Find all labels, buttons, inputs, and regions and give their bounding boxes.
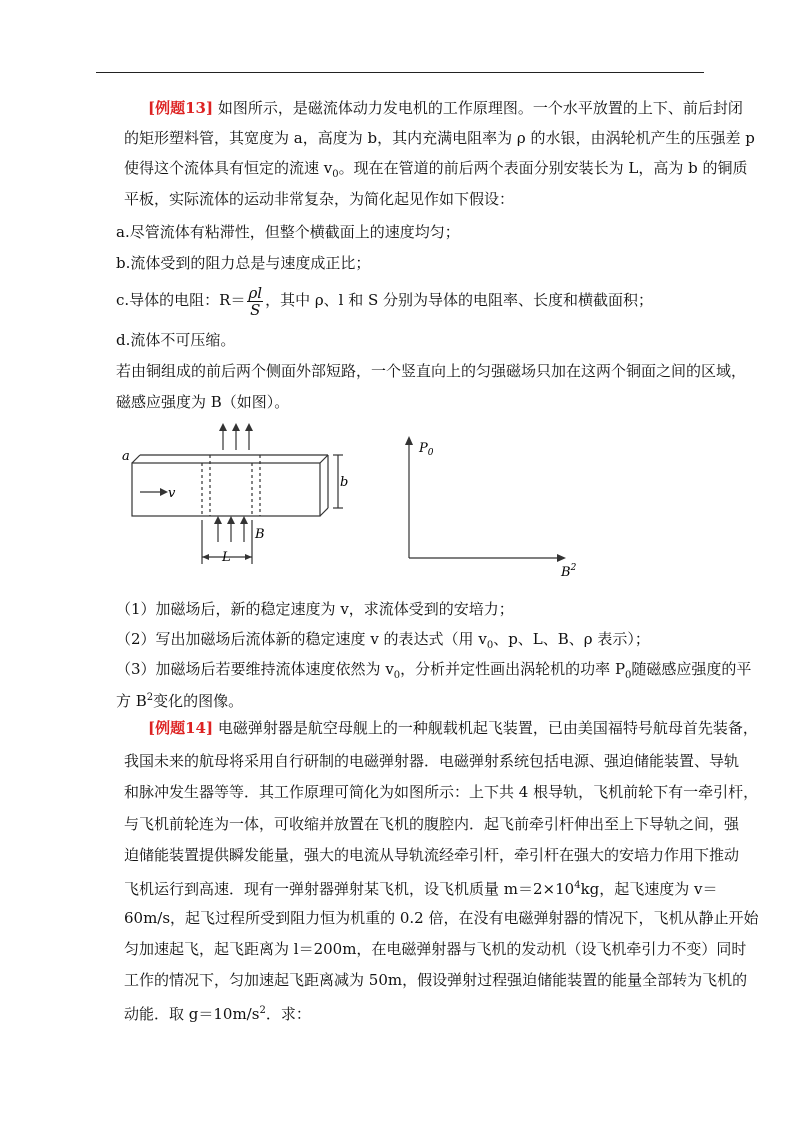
ex13-line-3: 使得这个流体具有恒定的流速 $v_0$。现在在管道的前后两个表面分别安装长为 L，高为 b 的铜质 [124,159,748,180]
header-rule [96,72,704,73]
ex14-line-5: 迫储能装置提供瞬发能量，强大的电流从导轨流经牵引杆，牵引杆在强大的安培力作用下推动 [124,846,740,864]
assumption-c: c.导体的电阻：R＝ $\frac{\rho l}{S}$ ，其中 ρ、l 和 S 分别为导体的电阻率、长度和横截面积； [116,283,654,319]
label-a: a [122,449,130,464]
question-1: （1）加磁场后，新的稳定速度为 v，求流体受到的安培力； [116,600,514,618]
assumption-a: a.尽管流体有粘滞性，但整个横截面上的速度均匀； [116,223,460,241]
ex14-line-6: 飞机运行到高速．现有一弹射器弹射某飞机，设飞机质量 $m=2\times 10^4kg$，起飞速度为 v＝ [124,880,718,898]
axis-label-p0: $P_0$ [419,441,434,458]
pipe-diagram [118,420,363,570]
ex13-line-2: 的矩形塑料管，其宽度为 a，高度为 b，其内充满电阻率为 ρ 的水银，由涡轮机产生的压强差 p [124,129,755,147]
ex14-tag: [例题14] [148,719,214,737]
ex14-line-1: [例题14] 电磁弹射器是航空母舰上的一种舰载机起飞装置，已由美国福特号航母首先装备， [148,719,758,737]
ex14-line-10: 动能．取 $g=10m/s^2$．求： [124,1005,311,1023]
question-3-line-2: 方 $B^2$变化的图像。 [116,692,244,710]
axis-label-b2: $B^2$ [561,563,577,578]
ex13-tag: [例题13] [148,99,214,117]
ex14-line-4: 与飞机前轮连为一体，可收缩并放置在飞机的腹腔内．起飞前牵引杆伸出至上下导轨之间，强 [124,815,740,833]
question-2: （2）写出加磁场后流体新的稳定速度 v 的表达式（用 $v_0$、p、L、B、ρ 表示）； [116,630,650,651]
p0-b2-axes [395,428,595,578]
ex13-para-1: 若由铜组成的前后两个侧面外部短路，一个竖直向上的匀强磁场只加在这两个铜面之间的区域， [116,362,747,380]
ex14-line-2: 我国未来的航母将采用自行研制的电磁弹射器．电磁弹射系统包括电源、强迫储能装置、导轨 [124,752,740,770]
question-3-line-1: （3）加磁场后若要维持流体速度依然为 $v_0$，分析并定性画出涡轮机的功率 $P_0$随磁感应强度的平 [116,660,752,681]
assumption-d: d.流体不可压缩。 [116,331,236,349]
ex14-line-9: 工作的情况下，匀加速起飞距离减为 50m，假设弹射过程强迫储能装置的能量全部转为飞机的 [124,971,748,989]
ex14-line-3: 和脉冲发生器等等．其工作原理可简化为如图所示：上下共 4 根导轨，飞机前轮下有一牵引杆， [124,783,759,801]
assumption-b: b.流体受到的阻力总是与速度成正比； [116,254,371,272]
label-v: v [168,486,176,501]
ex13-para-2: 磁感应强度为 B（如图）。 [116,393,290,411]
label-L: L [222,550,231,565]
ex13-line-4: 平板，实际流体的运动非常复杂，为简化起见作如下假设： [124,190,515,208]
label-b: b [340,475,349,490]
ex13-line-1: [例题13] 如图所示，是磁流体动力发电机的工作原理图。一个水平放置的上下、前后封闭 [148,99,743,117]
resistance-fraction: $\frac{\rho l}{S}$ [248,283,263,319]
ex14-line-8: 匀加速起飞，起飞距离为 l＝200m，在电磁弹射器与飞机的发动机（设飞机牵引力不变）同时 [124,940,747,958]
label-B: B [255,527,265,542]
ex14-line-7: 60m/s，起飞过程所受到阻力恒为机重的 0.2 倍，在没有电磁弹射器的情况下，飞机从静止开始 [124,909,759,927]
